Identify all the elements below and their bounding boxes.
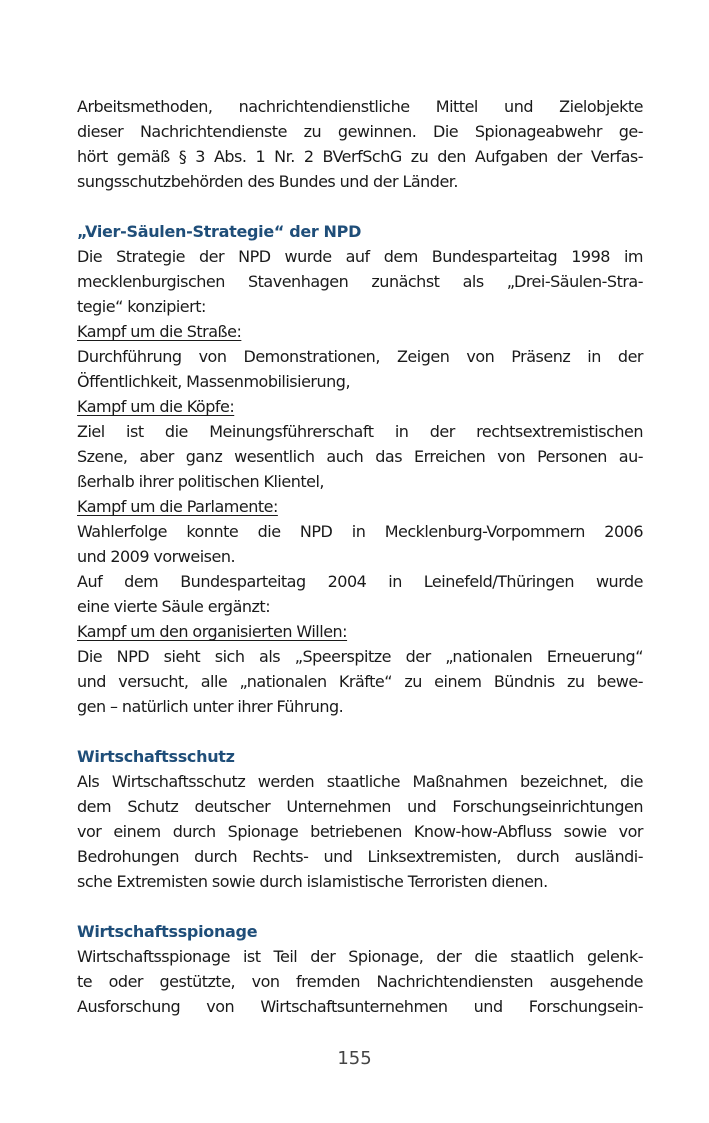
- page-content: [77, 94, 643, 1019]
- paragraph-gap: [77, 894, 643, 919]
- text-line: tegie“ konzipiert:: [77, 297, 206, 316]
- text-line: gen – natürlich unter ihrer Führung.: [77, 697, 344, 716]
- text-line: eine vierte Säule ergänzt:: [77, 597, 271, 616]
- text-line: Ausforschung von Wirtschaftsunternehmen und Forschungsein-: [77, 997, 643, 1016]
- text-line: mecklenburgischen Stavenhagen zunächst als „Drei-Säulen-Stra-: [77, 272, 643, 291]
- text-line: ßerhalb ihrer politischen Klientel,: [77, 472, 324, 491]
- wirtschaftsschutz-text: [77, 769, 643, 894]
- text-line: Szene, aber ganz wesentlich auch das Erreichen von Personen au-: [77, 447, 643, 466]
- pillar-title-willen: Kampf um den organisierten Willen:: [77, 622, 348, 641]
- text-line: dieser Nachrichtendienste zu gewinnen. Die Spionageabwehr ge-: [77, 122, 643, 141]
- wirtschaftsschutz-section: [77, 744, 643, 894]
- paragraph-gap: [77, 194, 643, 219]
- section-heading-npd: „Vier-Säulen-Strategie“ der NPD: [77, 222, 362, 241]
- wirtschaftsspionage-text: [77, 944, 643, 1019]
- text-line: hört gemäß § 3 Abs. 1 Nr. 2 BVerfSchG zu den Aufgaben der Verfas-: [77, 147, 643, 166]
- text-line: Auf dem Bundesparteitag 2004 in Leinefeld/Thüringen wurde: [77, 572, 643, 591]
- text-line: Als Wirtschaftsschutz werden staatliche Maßnahmen bezeichnet, die: [77, 772, 643, 791]
- wirtschaftsspionage-section: [77, 919, 643, 1019]
- text-line: Arbeitsmethoden, nachrichtendienstliche Mittel und Zielobjekte: [77, 97, 643, 116]
- text-line: Durchführung von Demonstrationen, Zeigen von Präsenz in der: [77, 347, 643, 366]
- text-line: Wirtschaftsspionage ist Teil der Spionage, der die staatlich gelenk-: [77, 947, 643, 966]
- pillar-title-parlamente: Kampf um die Parlamente:: [77, 497, 278, 516]
- pillar-title-koepfe: Kampf um die Köpfe:: [77, 397, 235, 416]
- npd-addition: [77, 569, 643, 619]
- text-line: sungsschutzbehörden des Bundes und der Länder.: [77, 172, 458, 191]
- text-line: dem Schutz deutscher Unternehmen und Forschungseinrichtungen: [77, 797, 643, 816]
- text-line: und 2009 vorweisen.: [77, 547, 236, 566]
- text-line: vor einem durch Spionage betriebenen Know-how-Abfluss sowie vor: [77, 822, 643, 841]
- text-line: Bedrohungen durch Rechts- und Linksextremisten, durch ausländi-: [77, 847, 643, 866]
- page-number: 155: [337, 1048, 372, 1069]
- text-line: Wahlerfolge konnte die NPD in Mecklenburg-Vorpommern 2006: [77, 522, 643, 541]
- npd-section: [77, 219, 643, 719]
- text-line: Die NPD sieht sich als „Speerspitze der „nationalen Erneuerung“: [77, 647, 643, 666]
- section-heading-wirtschaftsspionage: Wirtschaftsspionage: [77, 922, 258, 941]
- text-line: sche Extremisten sowie durch islamistische Terroristen dienen.: [77, 872, 548, 891]
- npd-intro: [77, 244, 643, 319]
- paragraph-gap: [77, 719, 643, 744]
- pillar-text-willen: [77, 644, 643, 719]
- text-line: Ziel ist die Meinungsführerschaft in der rechtsextremistischen: [77, 422, 643, 441]
- intro-paragraph: [77, 94, 643, 194]
- text-line: und versucht, alle „nationalen Kräfte“ zu einem Bündnis zu bewe-: [77, 672, 643, 691]
- pillar-text-koepfe: [77, 419, 643, 494]
- pillar-text-parlamente: [77, 519, 643, 569]
- text-line: Die Strategie der NPD wurde auf dem Bundesparteitag 1998 im: [77, 247, 643, 266]
- pillar-title-strasse: Kampf um die Straße:: [77, 322, 242, 341]
- pillar-text-strasse: [77, 344, 643, 394]
- text-line: Öffentlichkeit, Massenmobilisierung,: [77, 372, 351, 391]
- section-heading-wirtschaftsschutz: Wirtschaftsschutz: [77, 747, 235, 766]
- text-line: te oder gestützte, von fremden Nachrichtendiensten ausgehende: [77, 972, 643, 991]
